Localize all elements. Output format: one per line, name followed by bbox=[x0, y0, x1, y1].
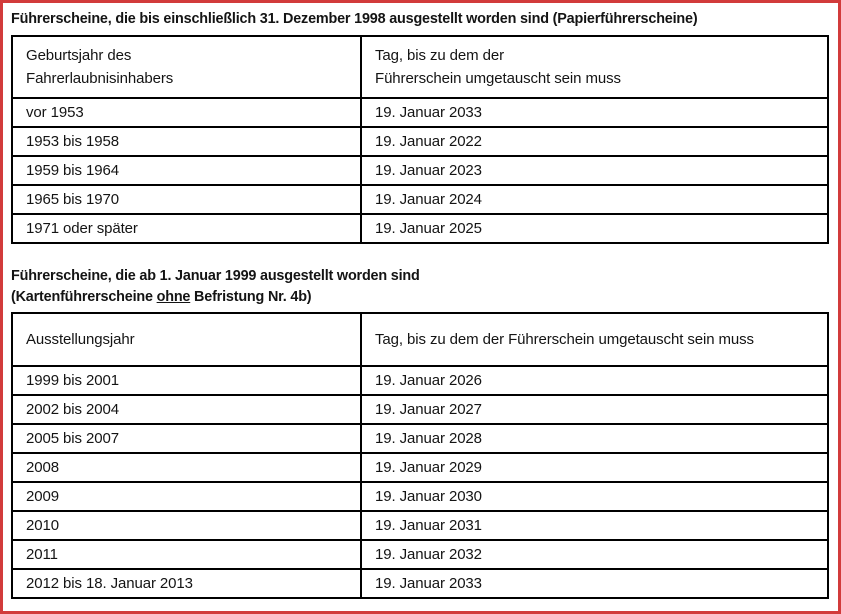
cell-geburtsjahr: 1971 oder später bbox=[12, 214, 361, 243]
cell-ausstellungsjahr: 2002 bis 2004 bbox=[12, 395, 361, 424]
cell-umtausch-tag: 19. Januar 2033 bbox=[361, 569, 828, 598]
cell-geburtsjahr: 1959 bis 1964 bbox=[12, 156, 361, 185]
table-row bbox=[12, 569, 828, 598]
cell-umtausch-tag: 19. Januar 2033 bbox=[361, 98, 828, 127]
table-row bbox=[12, 127, 828, 156]
underlined-ohne: ohne bbox=[156, 288, 191, 305]
cell-umtausch-tag: 19. Januar 2025 bbox=[361, 214, 828, 243]
header-geburtsjahr-line1: Geburtsjahr des bbox=[26, 47, 132, 64]
papierfuehrerscheine-table bbox=[11, 35, 829, 244]
cell-umtausch-tag: 19. Januar 2031 bbox=[361, 511, 828, 540]
section2-heading-line1: Führerscheine, die ab 1. Januar 1999 ausgestellt worden sind bbox=[11, 267, 420, 284]
header-umtausch-tag: Tag, bis zu dem der Führerschein umgetauscht sein muss bbox=[361, 313, 828, 366]
table-row bbox=[12, 395, 828, 424]
cell-ausstellungsjahr: 1999 bis 2001 bbox=[12, 366, 361, 395]
cell-ausstellungsjahr: 2009 bbox=[12, 482, 361, 511]
section1-heading: Führerscheine, die bis einschließlich 31. Dezember 1998 ausgestellt worden sind (Papierführerscheine) bbox=[11, 10, 698, 27]
table-row bbox=[12, 156, 828, 185]
table-row bbox=[12, 366, 828, 395]
cell-umtausch-tag: 19. Januar 2032 bbox=[361, 540, 828, 569]
header-ausstellungsjahr: Ausstellungsjahr bbox=[12, 313, 361, 366]
cell-umtausch-tag: 19. Januar 2030 bbox=[361, 482, 828, 511]
cell-ausstellungsjahr: 2012 bis 18. Januar 2013 bbox=[12, 569, 361, 598]
heading-line2-pre: (Kartenführerscheine bbox=[11, 288, 157, 305]
cell-umtausch-tag: 19. Januar 2022 bbox=[361, 127, 828, 156]
header-umtausch-tag bbox=[361, 36, 828, 98]
table-row bbox=[12, 98, 828, 127]
header-geburtsjahr bbox=[12, 36, 361, 98]
section2-heading-line2 bbox=[11, 286, 805, 307]
table-row bbox=[12, 424, 828, 453]
table-row bbox=[12, 482, 828, 511]
table1-header-row bbox=[12, 36, 828, 98]
header-umtausch-tag-line1: Tag, bis zu dem der bbox=[375, 47, 504, 64]
cell-umtausch-tag: 19. Januar 2028 bbox=[361, 424, 828, 453]
cell-umtausch-tag: 19. Januar 2023 bbox=[361, 156, 828, 185]
cell-umtausch-tag: 19. Januar 2029 bbox=[361, 453, 828, 482]
header-umtausch-tag-line2: Führerschein umgetauscht sein muss bbox=[375, 70, 621, 87]
cell-geburtsjahr: 1965 bis 1970 bbox=[12, 185, 361, 214]
cell-umtausch-tag: 19. Januar 2024 bbox=[361, 185, 828, 214]
cell-ausstellungsjahr: 2011 bbox=[12, 540, 361, 569]
section2-heading bbox=[11, 265, 805, 307]
table-row bbox=[12, 540, 828, 569]
cell-geburtsjahr: vor 1953 bbox=[12, 98, 361, 127]
cell-ausstellungsjahr: 2010 bbox=[12, 511, 361, 540]
cell-umtausch-tag: 19. Januar 2026 bbox=[361, 366, 828, 395]
table-row bbox=[12, 185, 828, 214]
cell-umtausch-tag: 19. Januar 2027 bbox=[361, 395, 828, 424]
table-row bbox=[12, 511, 828, 540]
cell-geburtsjahr: 1953 bis 1958 bbox=[12, 127, 361, 156]
table-row bbox=[12, 453, 828, 482]
table2-header-row bbox=[12, 313, 828, 366]
heading-line2-post: Befristung Nr. 4b) bbox=[190, 288, 312, 305]
header-geburtsjahr-line2: Fahrerlaubnisinhabers bbox=[26, 70, 174, 87]
cell-ausstellungsjahr: 2008 bbox=[12, 453, 361, 482]
cell-ausstellungsjahr: 2005 bis 2007 bbox=[12, 424, 361, 453]
table-row bbox=[12, 214, 828, 243]
kartenfuehrerscheine-table bbox=[11, 312, 829, 599]
